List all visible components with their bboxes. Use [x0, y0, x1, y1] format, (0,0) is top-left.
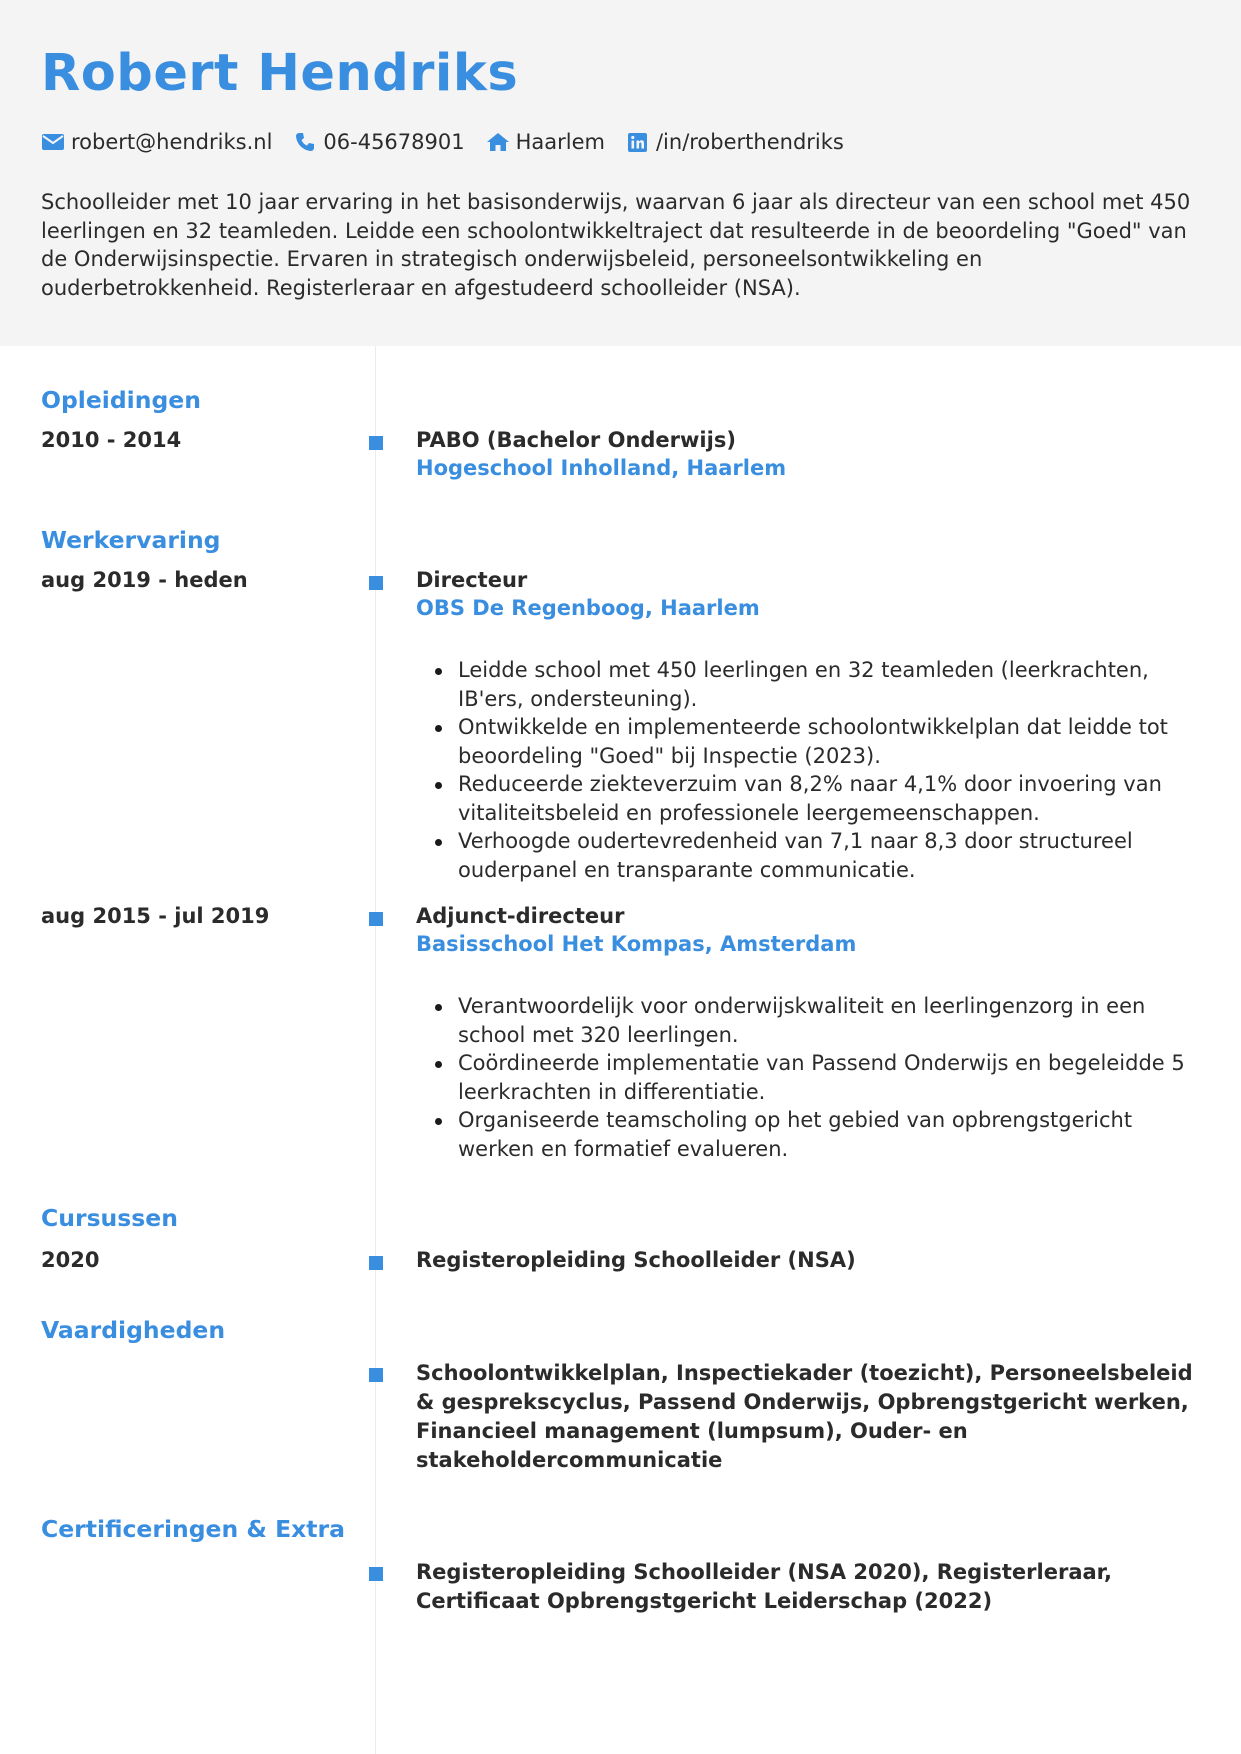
list-item: Leidde school met 450 leerlingen en 32 teamleden (leerkrachten, IB'ers, ondersteuning).: [458, 656, 1198, 713]
job-achievements: [458, 992, 1198, 1163]
skills-list: Schoolontwikkelplan, Inspectiekader (toezicht), Personeelsbeleid & gesprekscyclus, Passend Onderwijs, Opbrengstgericht werken, Financieel management (lumpsum), Ouder- en stakeholdercommunicatie: [416, 1361, 1193, 1472]
list-item: Verantwoordelijk voor onderwijskwaliteit en leerlingenzorg in een school met 320 leerlingen.: [458, 992, 1198, 1049]
section-title-courses: Cursussen: [41, 1204, 178, 1232]
job-date: aug 2019 - heden: [41, 568, 248, 592]
phone-text: 06-45678901: [323, 130, 465, 154]
envelope-icon: [41, 131, 65, 153]
timeline-marker: [369, 436, 383, 450]
section-title-certifications: Certificeringen & Extra: [41, 1515, 345, 1543]
email-text: robert@hendriks.nl: [71, 130, 273, 154]
certifications-list: Registeropleiding Schoolleider (NSA 2020), Registerleraar, Certificaat Opbrengstgericht Leiderschap (2022): [416, 1560, 1112, 1613]
phone-icon: [293, 131, 317, 153]
contact-row: [41, 128, 865, 156]
job-title: Adjunct-directeur: [416, 904, 625, 928]
course-title: Registeropleiding Schoolleider (NSA): [416, 1248, 856, 1272]
section-title-experience: Werkervaring: [41, 526, 221, 554]
job-date: aug 2015 - jul 2019: [41, 904, 270, 928]
list-item: Reduceerde ziekteverzuim van 8,2% naar 4,1% door invoering van vitaliteitsbeleid en professionele leergemeenschappen.: [458, 770, 1198, 827]
contact-location: [486, 130, 605, 154]
course-date: 2020: [41, 1248, 100, 1272]
timeline-marker: [369, 1256, 383, 1270]
candidate-name: Robert Hendriks: [41, 44, 519, 103]
list-item: Verhoogde oudertevredenheid van 7,1 naar 8,3 door structureel ouderpanel en transparante communicatie.: [458, 827, 1198, 884]
job-achievements: [458, 656, 1198, 884]
home-icon: [486, 131, 510, 153]
linkedin-icon: [626, 131, 650, 153]
job-title: Directeur: [416, 568, 528, 592]
timeline-divider: [375, 346, 376, 1754]
timeline-marker: [369, 1567, 383, 1581]
profile-summary: Schoolleider met 10 jaar ervaring in het basisonderwijs, waarvan 6 jaar als directeur van een school met 450 leerlingen en 32 teamleden. Leidde een schoolontwikkeltraject dat resulteerde in de beoordeling "Goed" van de Onderwijsinspectie. Ervaren in strategisch onderwijsbeleid, personeelsontwikkeling en ouderbetrokkenheid. Registerleraar en afgestudeerd schoolleider (NSA).: [41, 190, 1191, 300]
header: [0, 0, 1241, 346]
education-institution: Hogeschool Inholland, Haarlem: [416, 456, 787, 480]
location-text: Haarlem: [515, 130, 605, 154]
education-title: PABO (Bachelor Onderwijs): [416, 428, 736, 452]
section-title-skills: Vaardigheden: [41, 1316, 226, 1344]
section-title-education: Opleidingen: [41, 386, 201, 414]
list-item: Organiseerde teamscholing op het gebied van opbrengstgericht werken en formatief evalueren.: [458, 1106, 1198, 1163]
contact-email[interactable]: [41, 130, 272, 154]
contact-linkedin[interactable]: [626, 130, 844, 154]
contact-phone[interactable]: [293, 130, 464, 154]
timeline-marker: [369, 1368, 383, 1382]
education-date: 2010 - 2014: [41, 428, 182, 452]
linkedin-text: /in/roberthendriks: [655, 130, 844, 154]
list-item: Coördineerde implementatie van Passend Onderwijs en begeleidde 5 leerkrachten in differentiatie.: [458, 1049, 1198, 1106]
job-employer: Basisschool Het Kompas, Amsterdam: [416, 932, 857, 956]
timeline-marker: [369, 912, 383, 926]
job-employer: OBS De Regenboog, Haarlem: [416, 596, 760, 620]
timeline-marker: [369, 576, 383, 590]
list-item: Ontwikkelde en implementeerde schoolontwikkelplan dat leidde tot beoordeling "Goed" bij Inspectie (2023).: [458, 713, 1198, 770]
